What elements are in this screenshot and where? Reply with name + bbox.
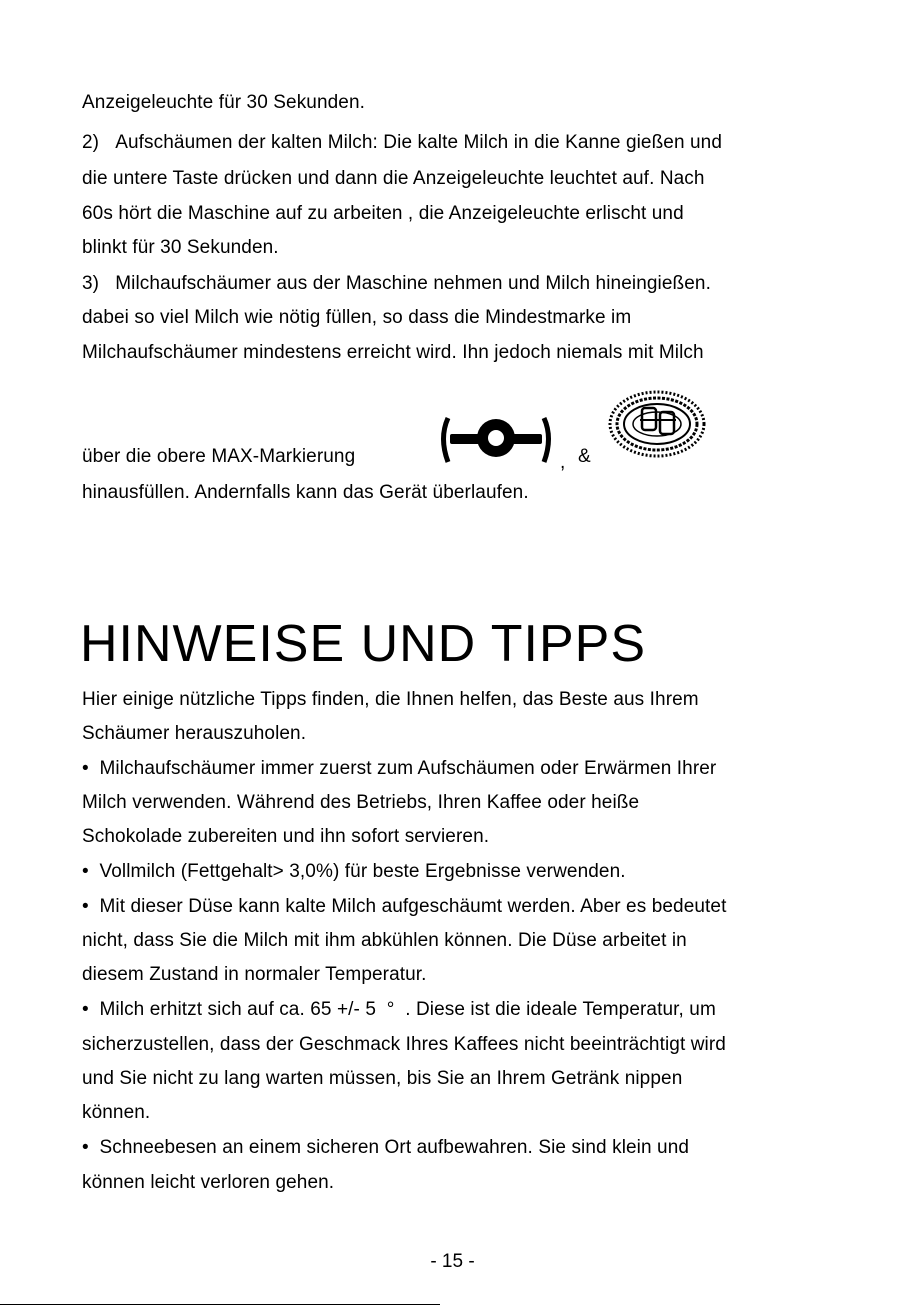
text-line: blinkt für 30 Sekunden. bbox=[82, 237, 279, 258]
text-line: nicht, dass Sie die Milch mit ihm abkühlen können. Die Düse arbeitet in bbox=[82, 930, 687, 951]
section-heading: HINWEISE UND TIPPS bbox=[80, 615, 647, 673]
comma-text: , bbox=[560, 452, 566, 473]
text-line: 3) Milchaufschäumer aus der Maschine nehmen und Milch hineingießen. bbox=[82, 273, 711, 294]
text-line: die untere Taste drücken und dann die Anzeigeleuchte leuchtet auf. Nach bbox=[82, 168, 705, 189]
bullet-line: • Mit dieser Düse kann kalte Milch aufgeschäumt werden. Aber es bedeutet bbox=[82, 896, 727, 917]
footer-divider bbox=[0, 1304, 440, 1305]
text-line: Schokolade zubereiten und ihn sofort servieren. bbox=[82, 826, 490, 847]
text-line: Hier einige nützliche Tipps finden, die Ihnen helfen, das Beste aus Ihrem bbox=[82, 689, 699, 710]
text-line: 60s hört die Maschine auf zu arbeiten , die Anzeigeleuchte erlischt und bbox=[82, 203, 684, 224]
ampersand-text: & bbox=[578, 446, 591, 467]
bullet-line: • Schneebesen an einem sicheren Ort aufbewahren. Sie sind klein und bbox=[82, 1137, 690, 1158]
text-line: dabei so viel Milch wie nötig füllen, so dass die Mindestmarke im bbox=[82, 307, 632, 328]
text-line: Schäumer herauszuholen. bbox=[82, 723, 307, 744]
max-marking-text: über die obere MAX-Markierung bbox=[82, 446, 356, 467]
text-line: Milch verwenden. Während des Betriebs, Ihren Kaffee oder heiße bbox=[82, 792, 640, 813]
text-line: sicherzustellen, dass der Geschmack Ihres Kaffees nicht beeinträchtigt wird bbox=[82, 1034, 726, 1055]
text-line: Anzeigeleuchte für 30 Sekunden. bbox=[82, 92, 366, 113]
bullet-line: • Milch erhitzt sich auf ca. 65 +/- 5 ° . Diese ist die ideale Temperatur, um bbox=[82, 999, 716, 1020]
page-number: - 15 - bbox=[430, 1251, 475, 1272]
text-line: Milchaufschäumer mindestens erreicht wird. Ihn jedoch niemals mit Milch bbox=[82, 342, 704, 363]
bullet-line: • Milchaufschäumer immer zuerst zum Aufschäumen oder Erwärmen Ihrer bbox=[82, 758, 717, 779]
text-line: können. bbox=[82, 1102, 151, 1123]
text-line: können leicht verloren gehen. bbox=[82, 1172, 335, 1193]
text-line: 2) Aufschäumen der kalten Milch: Die kalte Milch in die Kanne gießen und bbox=[82, 132, 723, 153]
bullet-line: • Vollmilch (Fettgehalt> 3,0%) für beste Ergebnisse verwenden. bbox=[82, 861, 626, 882]
text-line: hinausfüllen. Andernfalls kann das Gerät überlaufen. bbox=[82, 482, 529, 503]
whisk-spring-icon bbox=[606, 388, 708, 460]
text-line: und Sie nicht zu lang warten müssen, bis Sie an Ihrem Getränk nippen bbox=[82, 1068, 683, 1089]
text-line: diesem Zustand in normaler Temperatur. bbox=[82, 964, 427, 985]
frother-disc-icon bbox=[436, 412, 556, 468]
